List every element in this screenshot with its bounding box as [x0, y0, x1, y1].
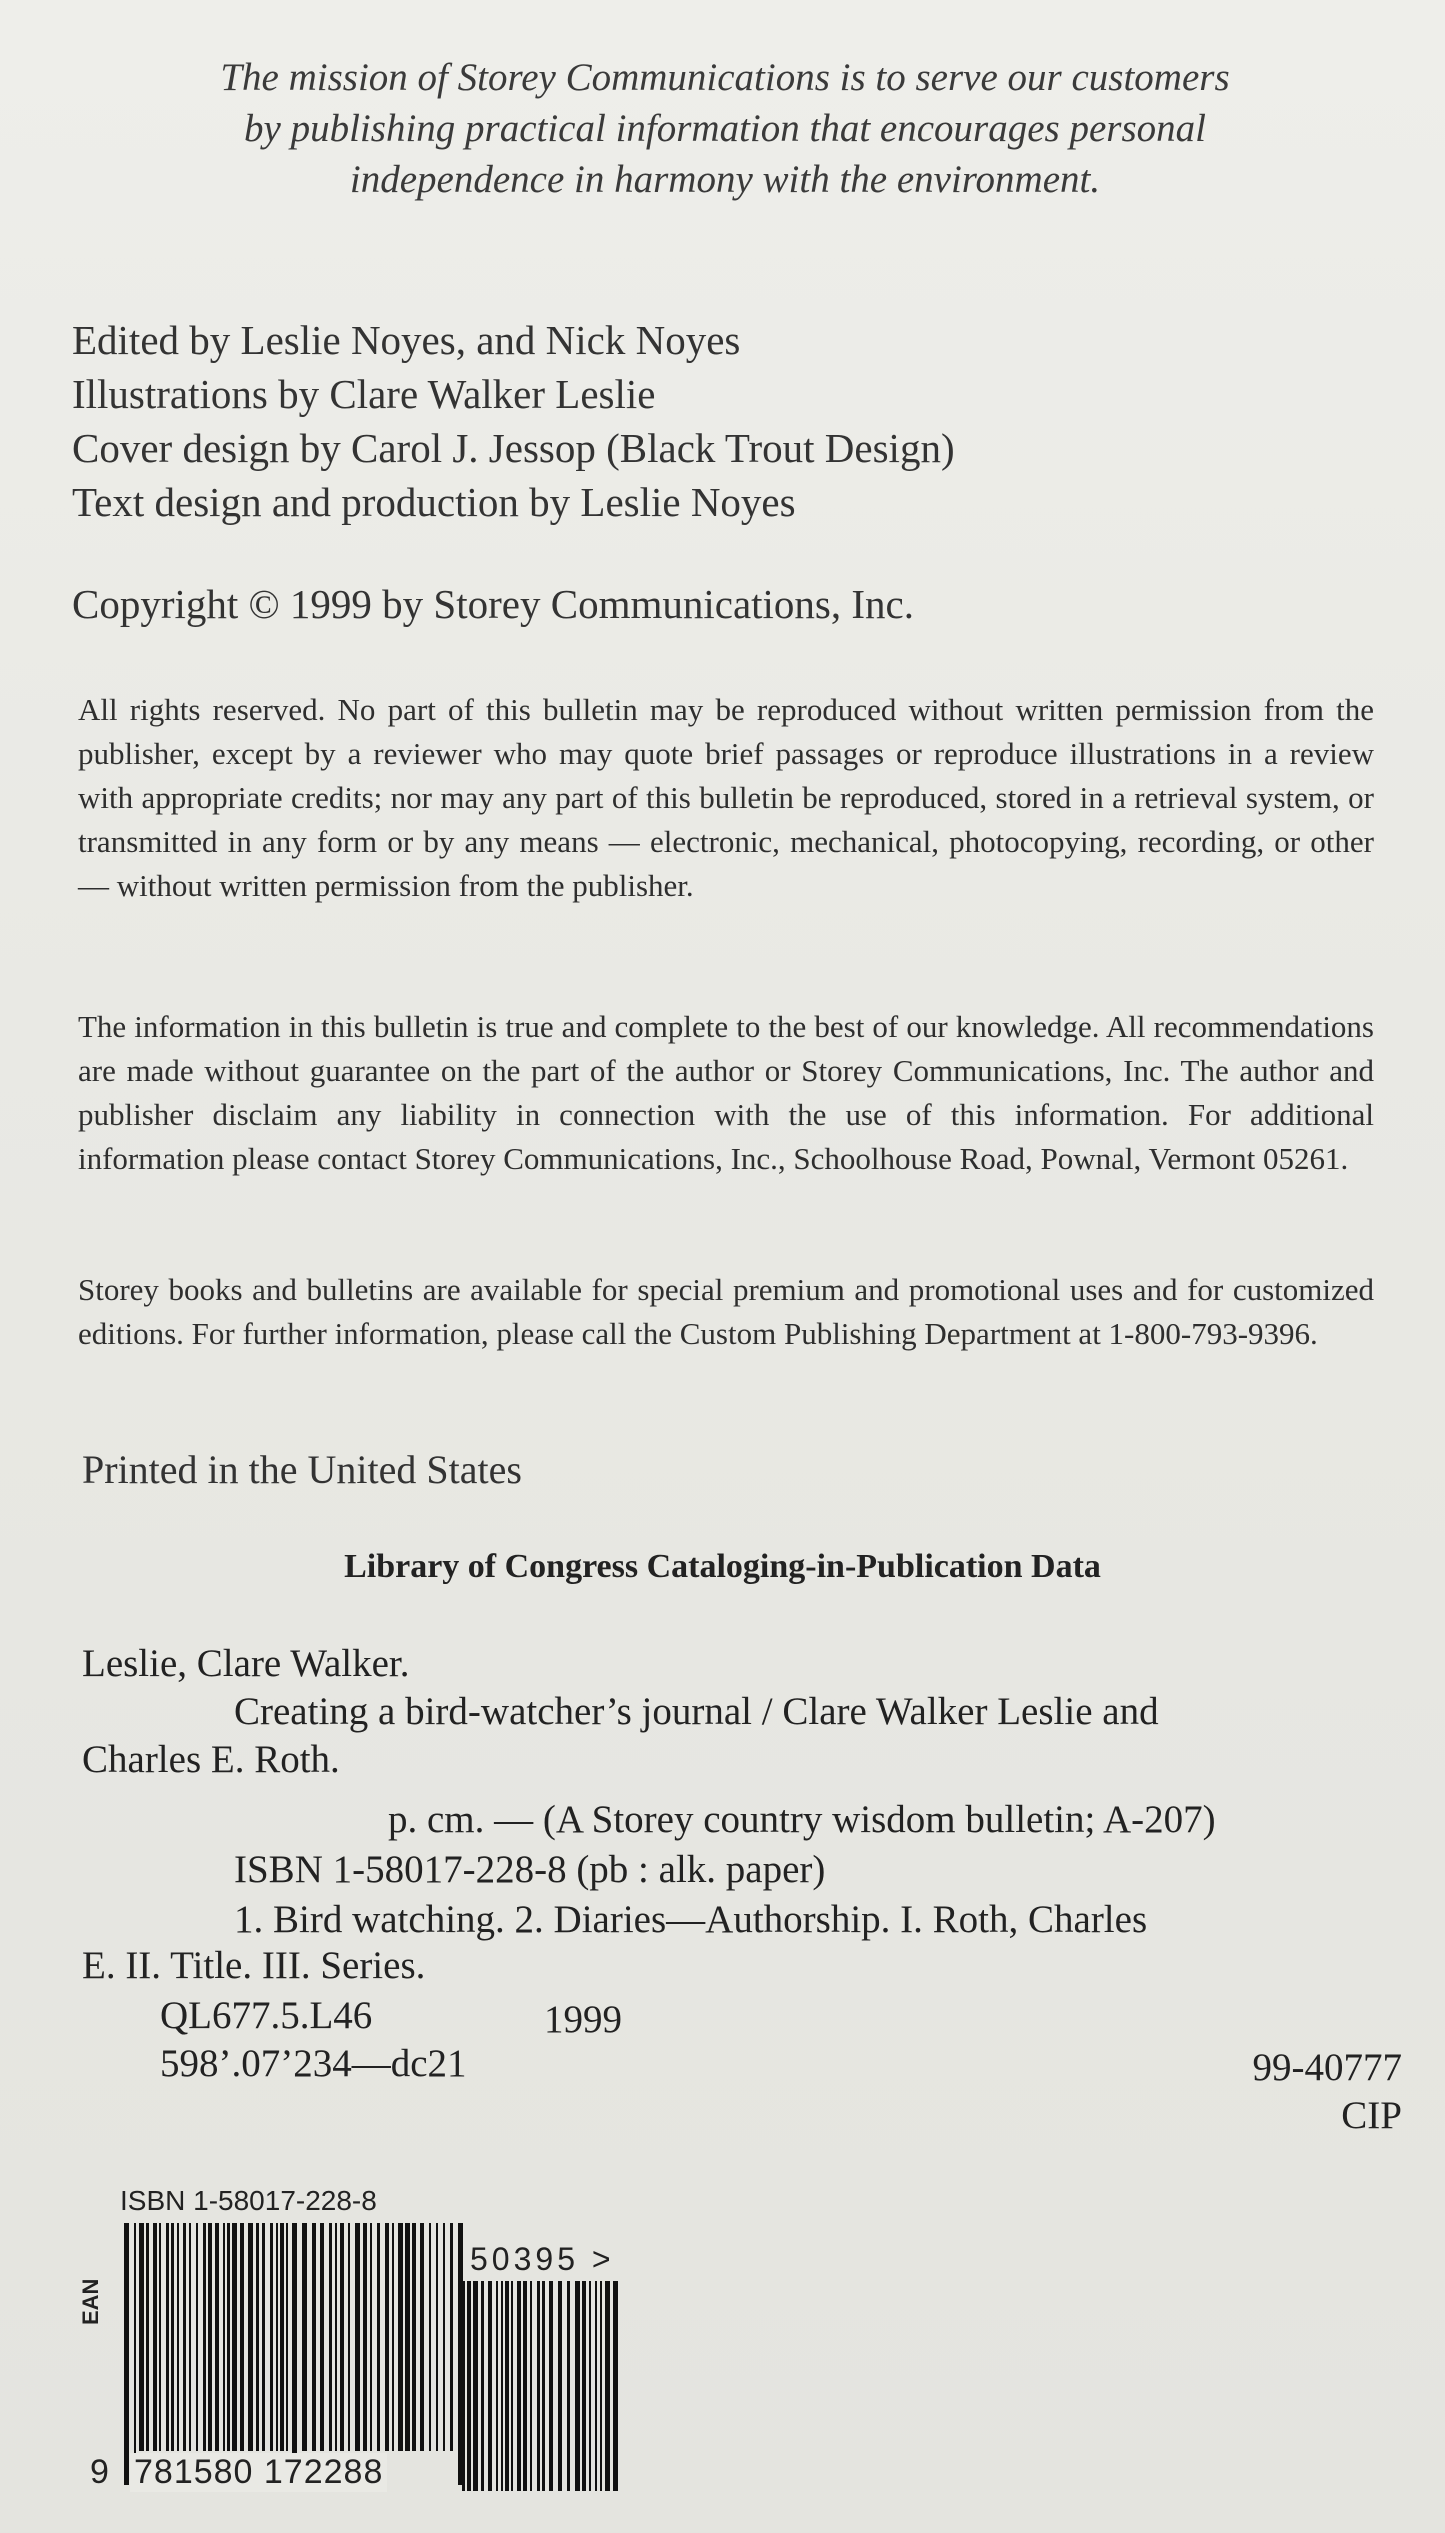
barcode-bar: [501, 2281, 503, 2491]
credit-illustrations: Illustrations by Clare Walker Leslie: [72, 371, 656, 417]
barcode-bar: [171, 2223, 174, 2451]
credit-cover-design: Cover design by Carol J. Jessop (Black Trout Design): [72, 425, 955, 471]
cip-year: 1999: [544, 1998, 622, 2041]
addon-barcode: [460, 2281, 620, 2491]
barcode-first-digit: 9: [90, 2453, 110, 2491]
barcode-bar: [276, 2223, 278, 2451]
barcode-bar: [348, 2223, 350, 2451]
barcode-bar: [558, 2281, 562, 2491]
cip-title-line: Charles E. Roth.: [82, 1738, 340, 1781]
barcode-bar: [370, 2223, 372, 2451]
barcode-bar: [208, 2223, 212, 2451]
barcode-bar: [270, 2223, 273, 2451]
barcode-bar: [392, 2223, 394, 2451]
barcode-bar: [605, 2281, 610, 2491]
barcode-bar: [355, 2223, 360, 2451]
barcode-bar: [189, 2223, 191, 2451]
credit-text-design: Text design and production by Leslie Noyes: [72, 479, 796, 525]
cip-lccn: 99-40777: [1252, 2046, 1402, 2089]
barcode-bar: [575, 2281, 580, 2491]
barcode-bar: [481, 2281, 484, 2491]
barcode-bar: [256, 2223, 259, 2451]
cip-subjects-line: 1. Bird watching. 2. Diaries—Authorship. I. Roth, Charles: [234, 1898, 1148, 1941]
ean-barcode: [122, 2223, 467, 2485]
cip-author: Leslie, Clare Walker.: [82, 1642, 410, 1685]
barcode-bar: [280, 2223, 284, 2451]
addon-label: 50395 >: [470, 2241, 615, 2277]
barcode-bar: [613, 2281, 618, 2491]
credit-editors: Edited by Leslie Noyes, and Nick Noyes: [72, 317, 741, 363]
barcode-bar: [183, 2223, 186, 2451]
barcode-area: [80, 2185, 680, 2515]
mission-line: independence in harmony with the environment.: [349, 158, 1101, 201]
credits-block: [72, 313, 955, 529]
barcode-bar: [124, 2223, 129, 2485]
barcode-bar: [467, 2281, 471, 2491]
barcode-bar: [542, 2281, 545, 2491]
cip-mark: CIP: [1341, 2094, 1402, 2137]
barcode-bar: [262, 2223, 265, 2451]
barcode-bar: [429, 2223, 431, 2451]
barcode-bar: [398, 2223, 403, 2451]
barcode-bar: [215, 2223, 219, 2451]
barcode-bar: [153, 2223, 157, 2451]
barcode-bar: [312, 2223, 316, 2451]
barcode-bar: [335, 2223, 337, 2451]
barcode-bar: [363, 2223, 367, 2451]
barcode-digits: 781580 172288: [130, 2453, 387, 2492]
barcode-bar: [159, 2223, 161, 2451]
barcode-bar: [589, 2281, 591, 2491]
special-editions-paragraph: Storey books and bulletins are available for special premium and promotional uses and for customized editions. For further information, please call the Custom Publishing Department at 1-800-793-9396.: [78, 1272, 1374, 1351]
cip-ddc: 598’.07’234—dc21: [160, 2042, 467, 2085]
barcode-bar: [232, 2223, 237, 2451]
barcode-bar: [511, 2281, 513, 2491]
barcode-bar: [595, 2281, 597, 2491]
barcode-bar: [329, 2223, 332, 2451]
barcode-bar: [227, 2223, 230, 2451]
mission-line: by publishing practical information that encourages personal: [244, 107, 1206, 150]
barcode-bar: [166, 2223, 169, 2451]
barcode-bar: [530, 2281, 532, 2491]
cip-series: p. cm. — (A Storey country wisdom bulletin; A-207): [388, 1798, 1216, 1841]
barcode-bar: [286, 2223, 288, 2451]
barcode-bar: [240, 2223, 244, 2451]
barcode-bar: [517, 2281, 521, 2491]
barcode-bar: [248, 2223, 253, 2451]
barcode-bar: [436, 2223, 438, 2451]
barcode-bar: [567, 2281, 570, 2491]
barcode-bar: [340, 2223, 344, 2451]
barcode-bar: [320, 2223, 324, 2451]
rights-reserved-paragraph: All rights reserved. No part of this bulletin may be reproduced without written permission from the publisher, except by a reviewer who may quote brief passages or reproduce illustrations in a review with appropriate credits; nor may any part of this bulletin be reproduced, stored in a retrieval system, or transmitted in any form or by any means — electronic, mechanical, photocopying, recording, or other — without written permission from the publisher.: [78, 692, 1374, 903]
barcode-bar: [196, 2223, 198, 2451]
barcode-bar: [134, 2223, 136, 2485]
barcode-bar: [488, 2281, 492, 2491]
copyright-notice: Copyright © 1999 by Storey Communications, Inc.: [72, 581, 914, 627]
mission-statement: [150, 52, 1300, 205]
barcode-bar: [420, 2223, 424, 2451]
printed-in: Printed in the United States: [82, 1447, 522, 1492]
barcode-bar: [462, 2281, 465, 2491]
barcode-bar: [203, 2223, 206, 2451]
barcode-bar: [146, 2223, 149, 2451]
cip-heading: Library of Congress Cataloging-in-Publication Data: [344, 1548, 1101, 1585]
barcode-bar: [523, 2281, 527, 2491]
cip-isbn: ISBN 1-58017-228-8 (pb : alk. paper): [234, 1848, 826, 1891]
barcode-bar: [292, 2223, 297, 2485]
cip-subjects-line: E. II. Title. III. Series.: [82, 1944, 426, 1987]
cip-lcc: QL677.5.L46: [160, 1994, 373, 2037]
barcode-bar: [505, 2281, 509, 2491]
barcode-bar: [139, 2223, 144, 2451]
barcode-bar: [302, 2223, 307, 2451]
barcode-bar: [600, 2281, 602, 2491]
barcode-bar: [549, 2281, 553, 2491]
barcode-bar: [177, 2223, 179, 2451]
barcode-bar: [496, 2281, 498, 2491]
disclaimer-paragraph: The information in this bulletin is true and complete to the best of our knowledge. All recommendations are made without guarantee on the part of the author or Storey Communications, Inc. The author and publisher disclaim any liability in connection with the use of this information. For additional information please contact Storey Communications, Inc., Schoolhouse Road, Pownal, Vermont 05261.: [78, 1009, 1374, 1176]
barcode-bar: [405, 2223, 410, 2451]
barcode-bar: [223, 2223, 225, 2451]
mission-line: The mission of Storey Communications is to serve our customers: [220, 56, 1230, 99]
barcode-bar: [473, 2281, 478, 2491]
barcode-bar: [450, 2223, 453, 2451]
cip-title-line: Creating a bird-watcher’s journal / Clare Walker Leslie and: [234, 1690, 1159, 1733]
barcode-bar: [385, 2223, 389, 2451]
barcode-bar: [537, 2281, 540, 2491]
ean-label: EAN: [78, 2278, 103, 2325]
barcode-bar: [582, 2281, 586, 2491]
barcode-bar: [443, 2223, 445, 2451]
barcode-isbn-label: ISBN 1-58017-228-8: [120, 2185, 377, 2216]
barcode-bar: [377, 2223, 380, 2451]
barcode-bar: [412, 2223, 416, 2451]
